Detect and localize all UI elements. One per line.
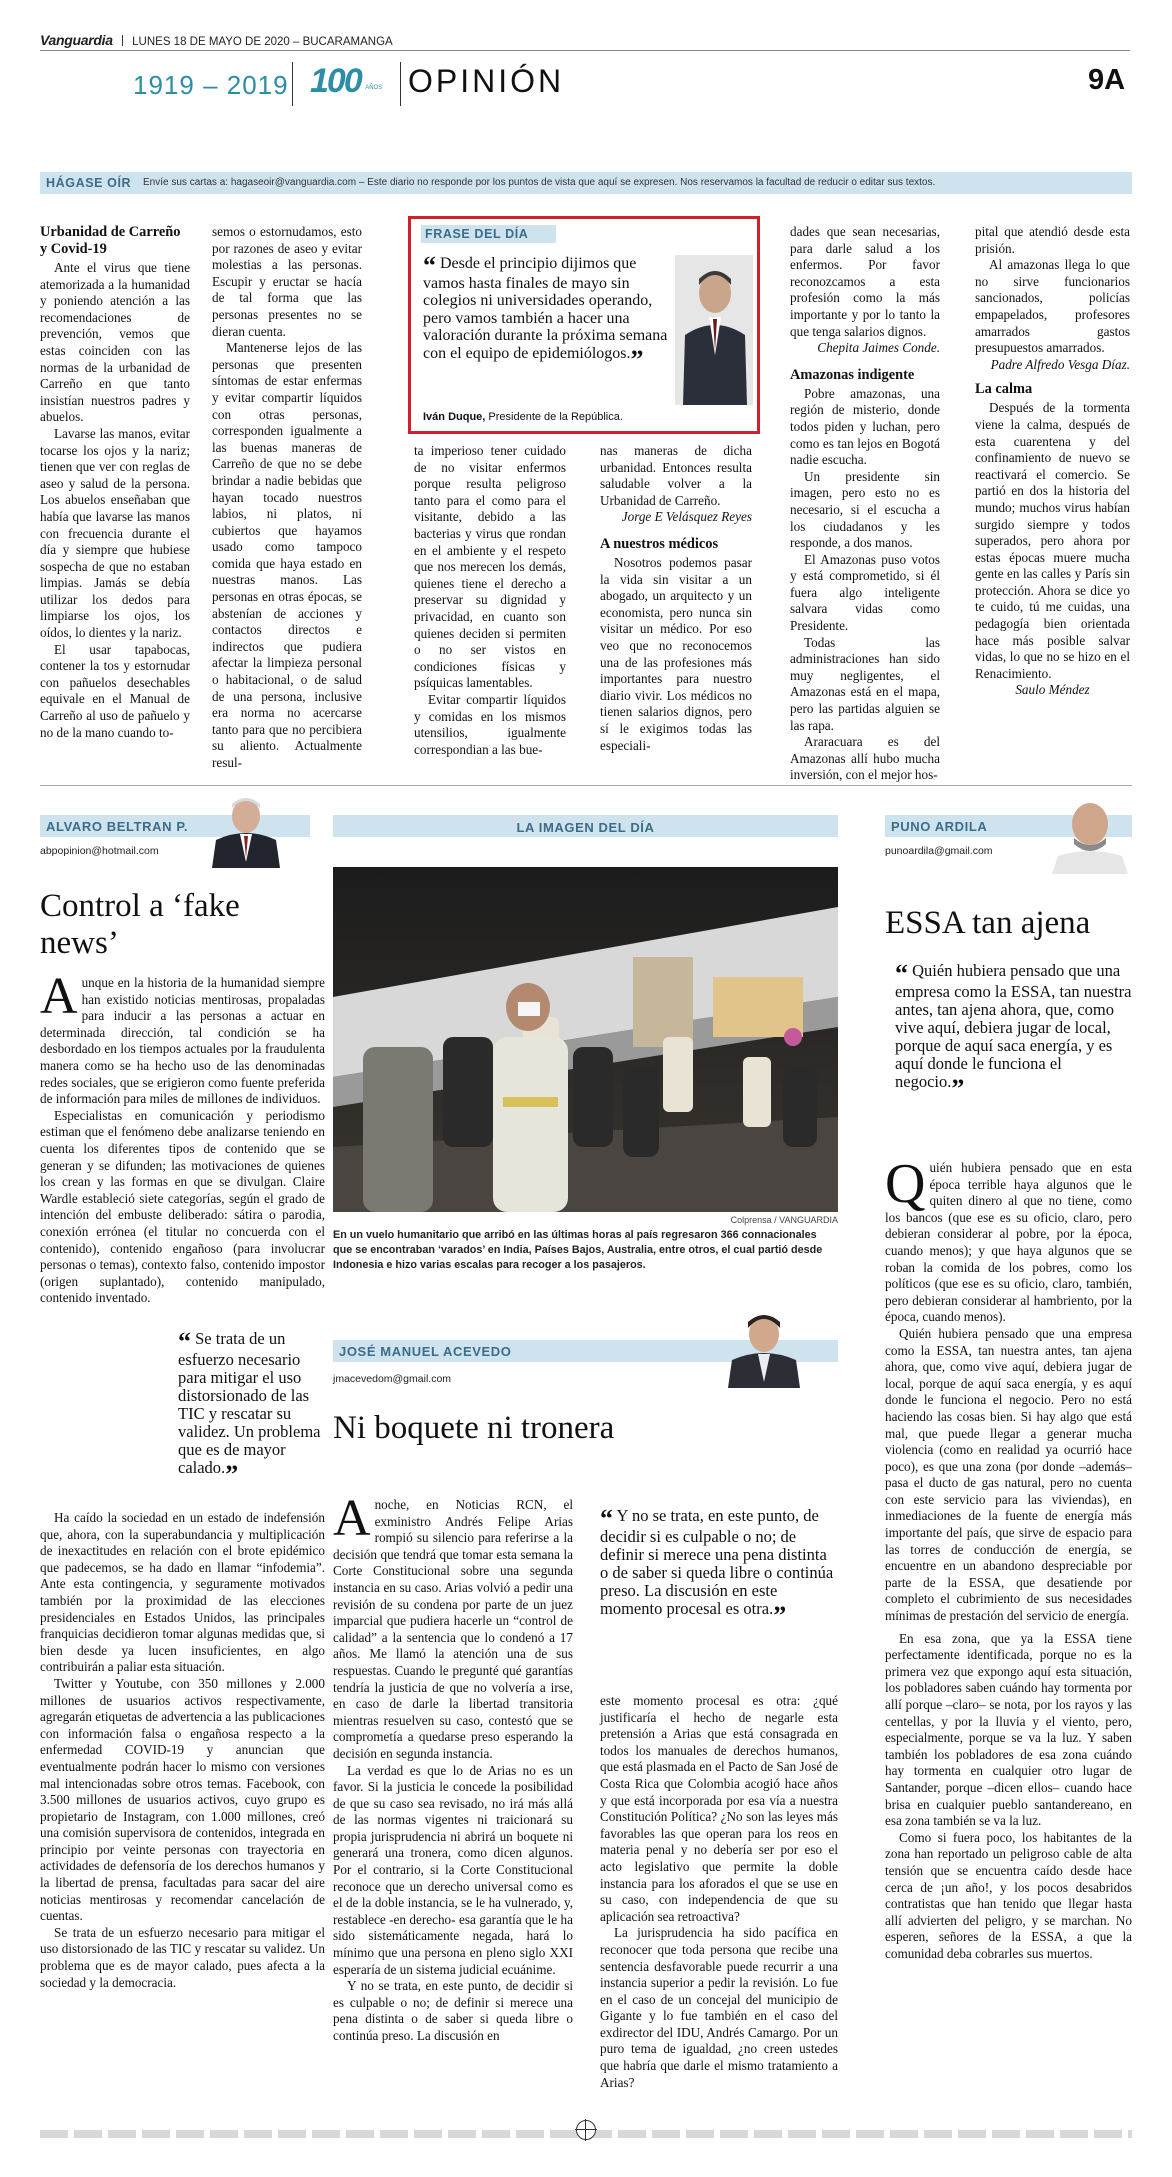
alvaro-body-2 [40,1510,325,1991]
alvaro-photo [200,790,288,868]
frase-del-dia-box [408,216,760,434]
pullquote-text: Quién hubiera pensado que una empresa como la ESSA, tan nuestra antes, tan ajena ahora, que, como vive aquí, debiera jugar de local, porque de aquí saca energía, y es aquí donde le funciona el negocio. [895,961,1132,1091]
anniversary-logo [310,62,382,101]
letter-paragraph: Evitar compartir líquidos y comidas en los mismos utensilios, igualmente correspondian a las bue- [414,691,566,757]
open-quote-icon: “ [600,1504,613,1533]
letter-paragraph: ta imperioso tener cuidado de no visitar enfermos porque resulta peligroso tanto para el como para el visitante, debido a las bacterias y virus que rondan en el ambiente y el respeto que nos merecen los demás, quienes tiene el derecho a preservar su dignidad y privacidad, en cuanto son quienes deciden si permiten o no ser vistos en condiciones físicas y psíquicas lamentables. [414,443,566,691]
columnist-email: punoardila@gmail.com [885,845,993,857]
portrait-icon [1046,794,1132,874]
letter-column-1 [40,224,190,741]
brand-logo: Vanguardia [40,32,113,48]
letter-paragraph: Un presidente sin imagen, pero esto no es necesario, si el escucha a los ciudadanos y les responde, a dos manos. [790,468,940,551]
column-paragraph: Ha caído la sociedad en un estado de indefensión que, ahora, con la superabundancia y multiplicación de inexactitudes en relación con el brote epidémico que padecemos, se ha dado en llamar “infodemia”. Ante esta contingencia, y seguramente motivados también por la proximidad de las elecciones presidenciales en Estados Unidos, las principales franquicias decidieron tomar algunas medidas que, si bien desde ya lucen insuficientes, en algo contribuirán a paliar esta situación. [40,1510,325,1675]
column-paragraph: Se trata de un esfuerzo necesario para mitigar el uso distorsionado de las TIC y rescatar su validez. Un problema que es de mayor calado, pues afecta a la sociedad y la democracia. [40,1924,325,1990]
letter-title: Amazonas indigente [790,366,915,383]
columnist-email: abpopinion@hotmail.com [40,845,159,857]
column-paragraph: En esa zona, que ya la ESSA tiene perfectamente identificada, porque no es la primera vez que expongo aquí esta situación, los pobladores saben cuándo hay tormenta por allí porque –claro– se nota, por los rayos y las centellas, y por la lluvia y el viento, pero, especialmente, porque se va la luz. Y saben también los pobladores de esa zona cuándo hay tormenta en cualquier otro lugar de Santander, porque –dicen ellos– cuando hace brisa en cualquier pueblo santandereano, en esa zona también se va la luz. [885,1630,1132,1829]
puno-pullquote [895,959,1132,1103]
jose-body-1 [333,1490,573,2045]
column-paragraph: Anoche, en Noticias RCN, el exministro Andrés Felipe Arias rompió su silencio para referirse a la decisión que tendrá que tomar esta semana la Corte Constitucional sobre una segunda instancia en su caso. Arias volvió a pedir una revisión de su condena por parte de un juez imparcial que pudiera hacerle un “control de calidad” a la sentencia que lo condenó a 17 años. Me llamó la atención una de sus respuestas. Cuando le pregunté qué garantías tendría la justicia de que no volvería a irse, en caso de darle la libertad transitoria mientras resuelven su caso, contestó que se comprometía a quedarse preso esperando la decisión en segunda instancia. [333,1490,573,1761]
dropcap: Q [885,1153,926,1215]
columnist-email: jmacevedom@gmail.com [333,1373,452,1385]
close-quote-icon: ” [951,1074,965,1103]
page-number: 9A [1088,64,1126,96]
frase-author-role: Presidente de la República. [485,411,623,423]
jose-photo [718,1306,810,1388]
letter-title: Urbanidad de Carreño y Covid-19 [40,224,181,257]
frase-quote-text: Desde el principio dijimos que vamos hasta finales de mayo sin colegios ni universidades operando, pero vamos también a hacer una valoración durante la próxima semana con el equipo de epidemiólogos. [423,255,668,362]
letter-title: A nuestros médicos [600,535,719,552]
letter-signature: Padre Alfredo Vesga Díaz. [990,356,1130,372]
column-headline: Control a ‘fake news’ [40,888,240,961]
portrait-icon [718,1306,810,1388]
dropcap: A [40,968,78,1025]
column-paragraph: este momento procesal es otra: ¿qué justificaría el hecho de negarle esta pretensión a Arias que está consagrada en todos los manuales de derechos humanos, que está plasmada en el Pacto de San José de Costa Rica que Colombia acogió hace años y que está incorporada por esa vía a nuestra Constitución Política? ¿No son las leyes más favorables las que operan para los reos en materia penal y no debería ser por eso el acto legislativo que permite la doble instancia para los aforados el que se use en su caso, con independencia de que su aplicación sea retroactiva? [600,1693,838,1924]
letter-paragraph: Pobre amazonas, una región de misterio, donde todos piden y luchan, pero como es tan lejos en Bogotá nadie escucha. [790,385,940,468]
letter-title: La calma [975,381,1033,398]
letter-paragraph: Araracuara es del Amazonas allí hubo mucha inversión, con el mejor hos- [790,734,940,783]
letter-column-3 [414,443,566,758]
anniversary-number: 100 [310,62,361,100]
hagase-oir-bar [40,172,1132,194]
column-paragraph: La jurisprudencia ha sido pacífica en reconocer que toda persona que recibe una sentencia desfavorable puede recurrir a una instancia superior a pedir la revisión. Lo fue en el caso de un concejal del municipio de Gigante y lo fue también en el caso del exdirector del IDU, Andrés Camargo. Por un puro tema de igualdad, ¿no creen ustedes que habría que darle el mismo tratamiento a Arias? [600,1925,838,2090]
hagase-oir-text: Envíe sus cartas a: hagaseoir@vanguardia.com – Este diario no responde por los puntos de vista que aquí se expresen. Nos reservamos la facultad de reducir o editar sus textos. [143,177,936,188]
close-quote-icon: ” [225,1460,239,1489]
letter-column-2 [212,224,362,772]
close-quote-icon: ” [630,344,644,374]
puno-photo [1046,794,1132,874]
column-paragraph: Aunque en la historia de la humanidad siempre han existido noticias mentirosas, propaladas para inducir a las personas a actuar en determinada dirección, tal condición se ha desbordado en los tiempos actuales por la fraudulenta manera como se ha hecho uso de las denominadas redes sociales, que se erigieron como fuente preferida de información para miles de millones de individuos. [40,968,325,1107]
portrait-icon [675,255,753,405]
photo-credit: Colprensa / VANGUARDIA [730,1215,838,1225]
alvaro-body [40,968,325,1307]
letter-paragraph: Lavarse las manos, evitar tocarse los ojos y la nariz; tienen que ver con reglas de aseo y salud de la persona. Los abuelos enseñaban que había que lavarse las manos con frecuencia durante el día y siempre que hubiese sospecha de que no estaban limpias. Jamás se debía utilizar los dedos para limpiarse los ojos, los oídos, lo dientes y la nariz. [40,425,190,641]
frase-author-name: Iván Duque, [423,411,486,423]
jose-pullquote [600,1504,838,1630]
letter-signature: Chepita Jaimes Conde. [817,340,940,356]
column-paragraph: Y no se trata, en este punto, de decidir si es culpable o no; de definir si merece una pena distinta o de saber si queda libre o continúa preso. La discusión en [333,1978,573,2043]
years-label: 1919 – 2019 [133,70,289,100]
close-quote-icon: ” [773,1601,787,1630]
duque-photo [675,255,753,405]
column-paragraph: La verdad es que lo de Arias no es un favor. Si la justicia le concede la posibilidad de que su caso sea revisado, no irá más allá de las normas vigentes ni traicionará su propia jurisprudencia ni abrirá un boquete ni generará una tronera, como dicen algunos. Por el contrario, si la Corte Constitucional reconoce que un derecho universal como es el de la doble instancia, se le ha vulnerado, y, restablece -en derecho- esa garantía que le ha sido sistemáticamente negada, hará lo mínimo que una persona en pleno siglo XXI esperaría de un sistema judicial ecuánime. [333,1762,573,1977]
letter-paragraph: Nosotros podemos pasar la vida sin visitar a un abogado, un arquitecto y un economista, pero nunca sin visitar un médico. Por eso veo que no reconocemos una de las profesiones más importantes para nuestro diario vivir. Los médicos no tienen salarios dignos, pero sí le exigimos todas las especiali- [600,554,752,753]
anniversary-label: AÑOS [365,84,383,91]
letter-signature: Saulo Méndez [1015,682,1090,698]
columnist-name: JOSÉ MANUEL ACEVEDO [339,1344,512,1359]
column-paragraph: Quién hubiera pensado que una empresa como la ESSA, tan nuestra antes, tan ajena ahora, que, como vive aquí, debiera jugar de local, porque de aquí saca energía, y es aquí donde le funciona el negocio. Pero no está haciendo las cosas bien. Si hay algo que está mal, que puede llegar a generar mucha violencia (como en realidad ya ocurrió hace poco), es que una zona (por donde –además– pasa el ducto de gas natural, pero no cuenta con este servicio para las viviendas), en inmediaciones de la fuente de energía más importante del país, que sirve de espacio para las torres de conducción de energía, se encuentre en un abandono despreciable por parte de la ESSA, que desatiende por completo el cubrimiento de sus necesidades mínimas de prestación del servicio de energía. [885,1325,1132,1624]
imagen-label: LA IMAGEN DEL DÍA [516,820,655,835]
letter-paragraph: El Amazonas puso votos y está comprometido, si él fuera algo inteligente salvara vidas como Presidente. [790,551,940,634]
imagen-photo [333,867,838,1212]
pullquote-text: Y no se trata, en este punto, de decidir si es culpable o no; de definir si merece una pena distinta o de saber si queda libre o continúa preso. La discusión en este momento procesal es otra. [600,1506,834,1618]
pullquote-text: Se trata de un esfuerzo necesario para mitigar el uso distorsionado de las TIC y rescatar su validez. Un problema que es de mayor calado. [178,1329,321,1477]
puno-body [885,1153,1132,1963]
letter-paragraph: Todas las administraciones han sido muy negligentes, el Amazonas está en el mapa, pero las partidas alguien se las rapa. [790,634,940,733]
imagen-bar [333,815,838,837]
column-paragraph: Twitter y Youtube, con 350 millones y 2.000 millones de usuarios activos respectivamente, agregarán etiquetas de advertencia a las publicaciones con información falsa o engañosa respecto a la enfermedad COVID-19 y anuncian que eventualmente podrán hacer lo mismo con versiones mal intencionadas sobre otros temas. Facebook, con 3.500 millones de usuarios activos, cuyo grupo es propietario de Instagram, con 1.000 millones, creó una comisión supervisora de contenidos, integrada en principio por veinte personas con trayectoria en actividades de defensoría de los derechos humanos y la libertad de prensa, facultadas para sacar del aire noticias mentirosas y recomendar cancelación de cuentas. [40,1675,325,1924]
letter-column-5 [790,224,940,784]
letter-paragraph: El usar tapabocas, contener la tos y estornudar con pañuelos desechables equivale en el Manual de Carreño al uso de pañuelo y no de la mano cuando to- [40,641,190,740]
masthead-topline [40,32,393,48]
column-headline: ESSA tan ajena [885,905,1091,941]
column-paragraph: Quién hubiera pensado que en esta época terrible haya algunos que le quiten dinero al que no tiene, como los bancos (que ese es su oficio, claro, pero debieran considerar al pobre, por la época, cuando menos); y que haya algunos que se roban la comida de los pobres, como los políticos (que ese es su oficio, claro, también, pero debieran considerar al hambriento, por la época, cuando menos). [885,1153,1132,1325]
letter-column-6 [975,224,1130,699]
dropcap: A [333,1490,371,1547]
frase-del-dia-label: FRASE DEL DÍA [425,227,529,241]
section-title: OPINIÓN [408,63,565,99]
column-paragraph: Especialistas en comunicación y periodismo estiman que el fenómeno debe analizarse teniendo en cuenta los diferentes tipos de contenido que se generan y se difunden; las motivaciones de quienes los crean y las formas en que se divulgan. Claire Wardle estableció siete categorías, según el grado de intención del embuste deliberado: sátira o parodia, conexión errónea (el titular no concuerda con el contenido), contenido engañoso (para involucrar personas o temas), contexto falso, contenido impostor (origen suplantado), contenido manipulado, contenido inventado. [40,1107,325,1306]
column-headline: Ni boquete ni tronera [333,1410,615,1446]
masthead-rule [40,50,1130,51]
letter-column-4 [600,443,752,754]
jose-body-2 [600,1693,838,2091]
hagase-oir-label: HÁGASE OÍR [46,176,132,190]
letter-paragraph: Ante el virus que tiene atemorizada a la humanidad y poniendo atención a las recomendaciones de prevención, vemos que estas coinciden con las normas de la urbanidad de Carreño en que tanto insistían nuestros padres y abuelos. [40,260,190,425]
portrait-icon [200,790,288,868]
columnist-name: ALVARO BELTRAN P. [46,819,189,834]
letter-signature: Jorge E Velásquez Reyes [621,509,752,525]
registration-mark-icon [576,2120,596,2140]
letter-paragraph: pital que atendió desde esta prisión. [975,224,1130,256]
divider [400,62,401,106]
section-rule [40,785,1132,786]
letter-paragraph: semos o estornudamos, esto por razones de aseo y evitar molestias a las personas. Escupir y eructar se hacía de tal forma que las personas presentes no se dieran cuenta. [212,224,362,339]
frase-quote [423,251,671,374]
divider [292,62,293,106]
letter-paragraph: Mantenerse lejos de las personas que presenten síntomas de estar enfermas y evitar compartir líquidos con otras personas, corresponden igualmente a las buenas maneras de Carreño de que no se debe brindar a nadie bebidas que hayan tocado nuestros labios, ni platos, ni cubiertos que hayamos usado como tampoco comida que haya estado en nuestras manos. Las personas en otras épocas, se abstenían de acciones y contactos directos e indirectos que pudiera afectar la limpieza personal o habitacional, o de salud de una persona, inclusive era norma no acercarse tanto para que no percibiera su aliento. Actualmente resul- [212,340,362,770]
letter-paragraph: dades que sean necesarias, para darle salud a los enfermos. Por favor reconozcamos a esta profesión como la más importante y por lo tanto la que tenga salarios dignos. [790,224,940,339]
letter-paragraph: Después de la tormenta viene la calma, después de esta cuarentena y del confinamiento de nuevo se reactivará el comercio. Se partió en dos la historia del mundo; muchos virus habían surgido siempre y todos superados, pero ahora por estas épocas muere mucha gente en las calles y París sin protección. Ahora se dice yo te cuido, tú me cuidas, una pedagogía bien orientada hace más posible salvar vidas, lo que no se hizo en el Renacimiento. [975,400,1130,681]
dateline: LUNES 18 DE MAYO DE 2020 – BUCARAMANGA [132,36,393,48]
airplane-photo-icon [333,867,838,1212]
open-quote-icon: “ [895,959,908,988]
open-quote-icon: “ [423,251,436,280]
letter-paragraph: Al amazonas llega lo que no sirve funcionarios sancionados, policías empapelados, profesores amarrados gastos presupuestos amarrados. [975,257,1130,356]
frase-author [423,411,623,423]
column-paragraph: Como si fuera poco, los habitantes de la zona han reportado un peligroso cable de alta tensión que se encuentra caído desde hace cerca de ¡un año!, y los pocos desabridos contratistas que han tenido que llegar hasta allí advierten del peligro, y se marchan. No esperen, señores de la ESSA, a que la comunidad deba cobrarles sus muertos. [885,1829,1132,1961]
alvaro-pullquote [178,1327,326,1489]
frase-del-dia-bar [421,225,556,243]
letter-paragraph: nas maneras de dicha urbanidad. Entonces resulta saludable volver a la Urbanidad de Carreño. [600,443,752,508]
open-quote-icon: “ [178,1327,191,1356]
columnist-name: PUNO ARDILA [891,819,988,834]
photo-caption: En un vuelo humanitario que arribó en las últimas horas al país regresaron 366 connacionales que se encontraban ‘varados’ en India, Países Bajos, Australia, entre otros, el cual partió desde Indonesia e hizo varias escalas para recoger a los pasajeros. [333,1229,823,1271]
